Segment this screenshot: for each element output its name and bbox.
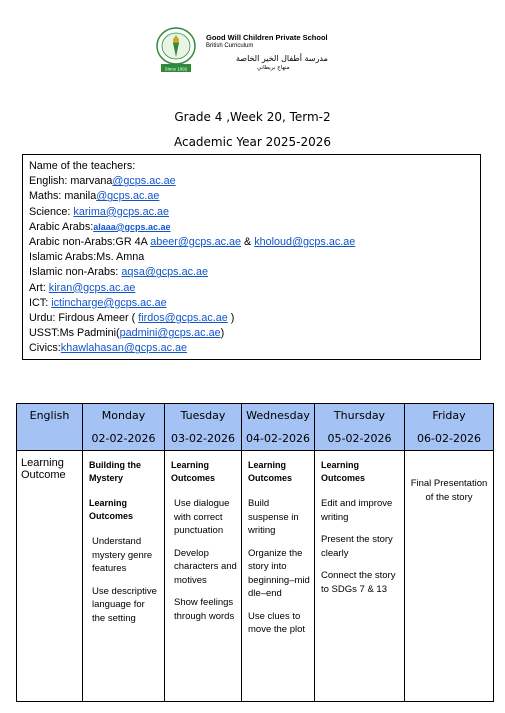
tuesday-outcome-1: Use dialogue with correct punctuation [174,498,230,536]
english-email-link[interactable]: @gcps.ac.ae [112,175,176,188]
logo-since: Since 1992 [164,66,188,72]
thursday-outcome-1: Edit and improve writing [321,498,393,523]
islamic-non-email-link[interactable]: aqsa@gcps.ac.ae [121,266,208,279]
ict-email-link[interactable]: ictincharge@gcps.ac.ae [51,296,167,309]
weekly-plan-table [16,403,494,702]
teachers-title: Name of the teachers: [29,160,136,172]
art-email-link[interactable]: kiran@gcps.ac.ae [48,281,136,294]
school-name-ar: مدرسة أطفال الخير الخاصة [236,54,328,63]
day-header-tuesday [165,404,242,451]
day-date: 02-02-2026 [91,432,156,445]
thursday-heading: Learning Outcomes [321,460,366,483]
teacher-usst-label: USST:Ms Padmini( [29,327,120,340]
day-name: Monday [101,409,146,422]
urdu-email-link[interactable]: firdos@gcps.ac.ae [138,312,228,325]
arabic-email-link[interactable]: alaaa@gcps.ac.ae [93,221,171,232]
wednesday-heading: Learning Outcomes [248,460,293,483]
thursday-outcome-3: Connect the story to SDGs 7 & 13 [321,570,396,595]
day-name: Thursday [333,409,386,422]
teacher-islamic-arabs: Islamic Arabs:Ms. Amna [29,251,145,264]
teacher-english-label: English: marvana [29,175,113,188]
tuesday-outcome-2: Develop characters and motives [174,547,237,586]
urdu-end: ) [227,312,235,325]
usst-end: ) [220,327,225,340]
monday-outcome-1: Understand mystery genre features [92,536,153,574]
school-header [0,22,505,78]
teacher-art-label: Art: [29,281,49,294]
subject-header-cell [17,404,83,451]
monday-cell [83,451,165,702]
day-date: 06-02-2026 [417,432,481,445]
teacher-islamic-non [29,265,474,280]
row-label: Learning Outcome [21,457,66,481]
academic-year-title: Academic Year 2025-2026 [173,135,331,149]
teacher-ict-label: ICT: [29,296,52,309]
day-date: 05-02-2026 [327,432,392,445]
row-label-cell [17,451,83,702]
teachers-box [22,154,481,360]
teacher-art [29,281,474,296]
school-name-en: Good Will Children Private School [206,33,328,42]
tuesday-outcome-3: Show feelings through words [174,597,235,622]
subject-header: English [29,409,70,422]
day-name: Tuesday [180,409,226,422]
teacher-civics-label: Civics: [29,342,61,355]
day-name: Friday [432,409,466,422]
day-header-friday [405,404,494,451]
teacher-urdu [29,311,474,326]
thursday-outcome-2: Present the story clearly [321,534,393,559]
table-header-row [17,404,494,451]
wednesday-outcome-1: Build suspense in writing [248,498,299,536]
teacher-science-label: Science: [29,205,74,218]
friday-cell [405,451,494,702]
teacher-urdu-label: Urdu: Firdous Ameer ( [29,312,139,325]
science-email-link[interactable]: karima@gcps.ac.ae [73,205,169,218]
monday-heading: Learning Outcomes [89,498,134,521]
learning-outcome-row [17,451,494,702]
school-curriculum-ar: منهاج بريطاني [257,65,290,71]
teacher-maths-label: Maths: manila [29,190,97,203]
civics-email-link[interactable]: khawlahasan@gcps.ac.ae [60,342,188,355]
wednesday-cell [242,451,315,702]
monday-topic: Building the Mystery [89,460,141,483]
teacher-ict [29,296,474,311]
teacher-maths [29,189,474,204]
friday-outcome-1: Final Presentation of the story [410,478,488,503]
teacher-science [29,205,474,220]
teacher-arabic-label: Arabic Arabs: [29,220,94,233]
usst-email-link[interactable]: padmini@gcps.ac.ae [119,327,221,340]
maths-email-link[interactable]: @gcps.ac.ae [96,190,160,203]
teacher-islamic-non-label: Islamic non-Arabs: [29,266,122,279]
wednesday-outcome-3: Use clues to move the plot [248,610,306,635]
teacher-arabic-non-label: Arabic non-Arabs:GR 4A [29,236,151,249]
arabic-non-email2-link[interactable]: kholoud@gcps.ac.ae [254,236,356,249]
arabic-non-separator: & [241,236,255,249]
day-header-wednesday [242,404,315,451]
arabic-non-email1-link[interactable]: abeer@gcps.ac.ae [150,236,242,249]
tuesday-heading: Learning Outcomes [171,460,216,483]
teacher-arabic-non [29,235,474,250]
monday-outcome-2: Use descriptive language for the setting [92,585,157,624]
day-date: 03-02-2026 [171,432,235,445]
tuesday-cell [165,451,242,702]
day-header-thursday [315,404,405,451]
teacher-english [29,174,474,189]
day-name: Wednesday [246,409,310,422]
grade-week-title: Grade 4 ,Week 20, Term-2 [174,110,331,124]
day-date: 04-02-2026 [246,432,310,445]
school-logo-icon [155,26,197,74]
thursday-cell [315,451,405,702]
teacher-civics [29,341,474,356]
school-curriculum: British Curriculum [206,43,254,49]
teacher-usst [29,326,474,341]
wednesday-outcome-2: Organize the story into beginning–mid dle–end [248,547,310,599]
day-header-monday [83,404,165,451]
teacher-arabic [29,220,474,235]
